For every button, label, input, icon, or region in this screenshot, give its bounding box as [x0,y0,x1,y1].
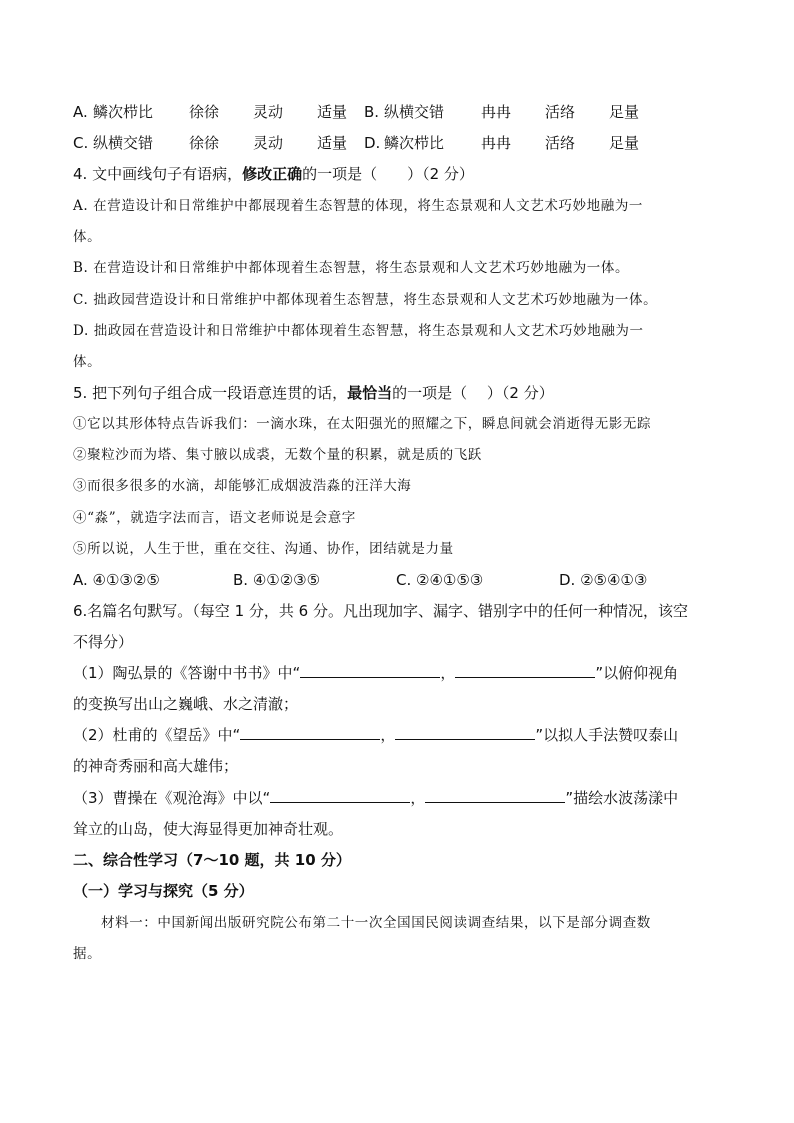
q3-option-d-word-4: 足量 [609,134,640,152]
q5-option-a: A. ④①③②⑤ [73,571,160,589]
q6-item-2-blank-2[interactable] [395,724,535,740]
section-2-subheading: （一）学习与探究（5 分） [73,882,254,900]
q6-item-3-comma: ， [410,789,426,807]
q3-option-a-letter: A. [73,103,88,121]
q3-option-c-letter: C. [73,134,89,152]
q6-item-1-blank-1[interactable] [300,662,440,678]
q6-item-1-blank-2[interactable] [455,662,595,678]
q5-stem-emphasis: 最恰当 [347,384,393,402]
q4-option-c: C. 拙政园营造设计和日常维护中都体现着生态智慧，将生态景观和人文艺术巧妙地融为一体。 [73,292,658,308]
q3-option-b-letter: B. [364,103,380,121]
q5-option-d: D. ②⑤④①③ [559,571,648,589]
q4-option-b: B. 在营造设计和日常维护中都体现着生态智慧，将生态景观和人文艺术巧妙地融为一体。 [73,260,630,276]
q3-option-b-word-2: 冉冉 [481,103,512,121]
q6-item-3-blank-2[interactable] [425,787,565,803]
q5-sentence-4: ④“淼”，就造字法而言，语文老师说是会意字 [73,510,356,526]
q6-item-3 [73,787,678,809]
q4-option-d-line-2: 体。 [73,354,102,370]
q4-stem-prefix: 4. 文中画线句子有语病， [73,165,243,183]
q3-option-d-word-1: 鳞次栉比 [384,134,445,152]
q3-option-d-word-3: 活络 [545,134,576,152]
q6-stem-line-2: 不得分） [73,633,134,651]
q6-item-1-line-2: 的变换写出山之巍峨、水之清澈； [73,695,299,713]
q6-item-3-suffix: ”描绘水波荡漾中 [565,789,679,807]
q3-option-a-word-2: 徐徐 [189,103,220,121]
q5-stem-prefix: 5. 把下列句子组合成一段语意连贯的话， [73,384,348,402]
q6-item-1 [73,662,678,684]
q6-item-2-suffix: ”以拟人手法赞叹泰山 [535,726,679,744]
q3-option-c-word-3: 灵动 [253,134,284,152]
q5-sentence-1: ①它以其形体特点告诉我们：一滴水珠，在太阳强光的照耀之下，瞬息间就会消逝得无影无踪 [73,416,652,432]
q5-sentence-5: ⑤所以说，人生于世，重在交往、沟通、协作，团结就是力量 [73,541,454,557]
q3-option-c-word-2: 徐徐 [189,134,220,152]
material-1-line-1: 材料一：中国新闻出版研究院公布第二十一次全国国民阅读调查结果，以下是部分调查数 [101,915,651,931]
q4-stem-emphasis: 修改正确 [242,165,303,183]
q5-sentence-3: ③而很多很多的水滴，却能够汇成烟波浩淼的汪洋大海 [73,478,412,494]
q6-item-2-comma: ， [380,726,396,744]
q4-stem-suffix: 的一项是（ ）（2 分） [302,165,474,183]
material-1-line-2: 据。 [73,946,102,962]
q6-item-1-prefix: （1）陶弘景的《答谢中书书》中“ [73,664,301,682]
q4-option-d-line-1: D. 拙政园在营造设计和日常维护中都体现着生态智慧，将生态景观和人文艺术巧妙地融为一 [73,323,644,339]
q5-stem [73,382,554,404]
q4-option-a-line-1: A. 在营造设计和日常维护中都展现着生态智慧的体现，将生态景观和人文艺术巧妙地融为一 [73,198,644,214]
q6-item-3-blank-1[interactable] [270,787,410,803]
q3-option-c-word-4: 适量 [317,134,348,152]
q6-item-2 [73,724,678,746]
q3-option-a-word-3: 灵动 [253,103,284,121]
q5-stem-suffix: 的一项是（ ）（2 分） [392,384,554,402]
q3-option-b-word-4: 足量 [609,103,640,121]
q3-option-d-word-2: 冉冉 [481,134,512,152]
q3-option-a-word-4: 适量 [317,103,348,121]
section-2-heading: 二、综合性学习（7～10 题，共 10 分） [73,851,351,869]
q5-option-c: C. ②④①⑤③ [396,571,484,589]
q6-item-3-prefix: （3）曹操在《观沧海》中以“ [73,789,271,807]
q6-item-1-comma: ， [440,664,456,682]
q4-option-a-line-2: 体。 [73,229,102,245]
q5-option-b: B. ④①②③⑤ [233,571,321,589]
q3-option-d-letter: D. [364,134,381,152]
q6-item-2-blank-1[interactable] [240,724,380,740]
q6-stem-line-1: 6.名篇名句默写。（每空 1 分，共 6 分。凡出现加字、漏字、错别字中的任何一种情况，该空 [73,602,688,620]
q6-item-3-line-2: 耸立的山岛，使大海显得更加神奇壮观。 [73,820,344,838]
q6-item-2-line-2: 的神奇秀丽和高大雄伟； [73,757,239,775]
q6-item-1-suffix: ”以俯仰视角 [595,664,679,682]
q3-option-c-word-1: 纵横交错 [93,134,154,152]
q3-option-b-word-3: 活络 [545,103,576,121]
q3-option-a-word-1: 鳞次栉比 [93,103,154,121]
q6-item-2-prefix: （2）杜甫的《望岳》中“ [73,726,241,744]
q5-sentence-2: ②聚粒沙而为塔、集寸腋以成裘，无数个量的积累，就是质的飞跃 [73,447,482,463]
q3-option-b-word-1: 纵横交错 [384,103,445,121]
q4-stem [73,163,474,185]
